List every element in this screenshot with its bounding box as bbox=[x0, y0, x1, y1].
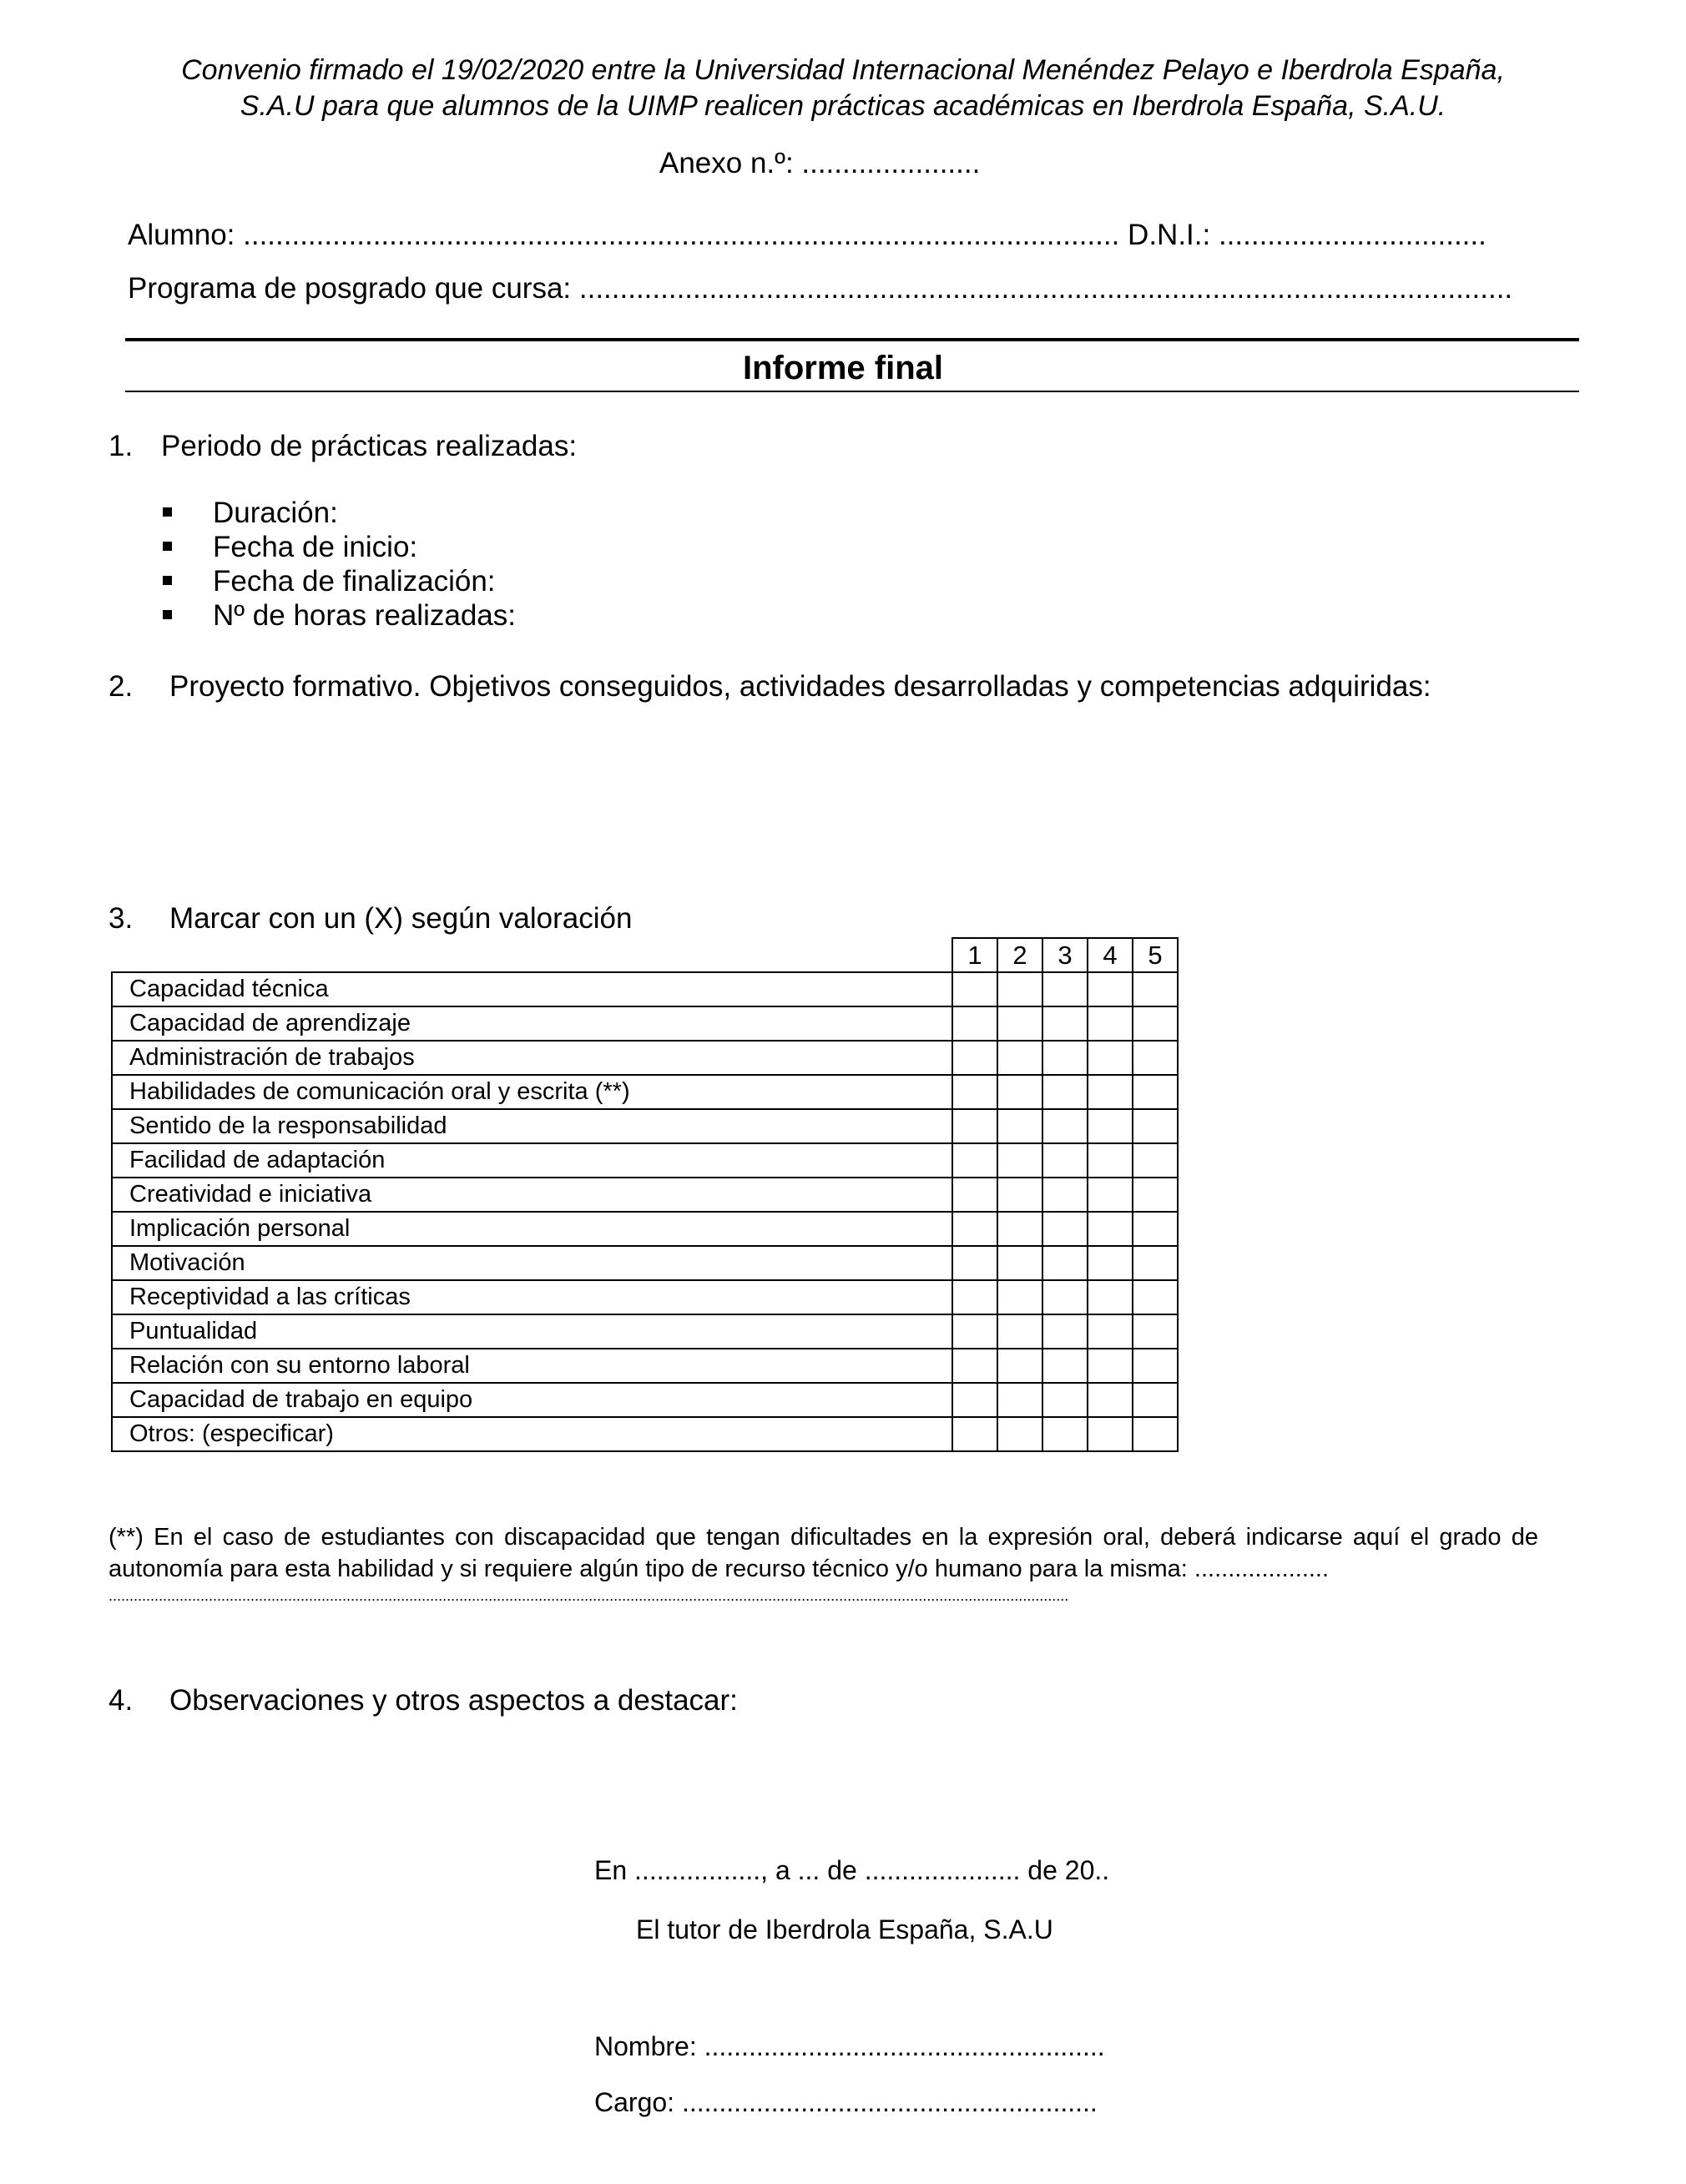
rating-checkbox[interactable] bbox=[997, 1109, 1042, 1143]
rating-checkbox[interactable] bbox=[1042, 1280, 1088, 1314]
duration-field[interactable]: Duración: bbox=[213, 497, 338, 529]
section4-number: 4. bbox=[109, 1684, 134, 1717]
end-date-field[interactable]: Fecha de finalización: bbox=[213, 565, 496, 598]
rating-checkbox[interactable] bbox=[1042, 1041, 1088, 1075]
rating-checkbox[interactable] bbox=[1133, 1212, 1178, 1246]
rating-table bbox=[111, 937, 1179, 1452]
tutor-name-field[interactable]: Nombre: ...................................................... bbox=[594, 2031, 1105, 2061]
criterion-label: Facilidad de adaptación bbox=[112, 1143, 952, 1178]
agreement-header-line1: Convenio firmado el 19/02/2020 entre la Universidad Internacional Menéndez Pelayo e Iberdrola España, bbox=[181, 54, 1505, 86]
table-row bbox=[112, 1041, 1178, 1075]
rating-checkbox[interactable] bbox=[1133, 1383, 1178, 1417]
rating-checkbox[interactable] bbox=[1042, 1109, 1088, 1143]
rating-checkbox[interactable] bbox=[1133, 1314, 1178, 1349]
rating-scale-row bbox=[112, 938, 1178, 972]
rating-checkbox[interactable] bbox=[1088, 972, 1133, 1006]
bullet-icon bbox=[163, 576, 172, 585]
rating-checkbox[interactable] bbox=[1088, 1178, 1133, 1212]
annex-number-field[interactable]: Anexo n.º: ...................... bbox=[659, 147, 981, 179]
criterion-label: Capacidad de trabajo en equipo bbox=[112, 1383, 952, 1417]
criterion-label: Creatividad e iniciativa bbox=[112, 1178, 952, 1212]
rating-checkbox[interactable] bbox=[952, 1143, 997, 1178]
rating-checkbox[interactable] bbox=[1042, 1212, 1088, 1246]
rating-checkbox[interactable] bbox=[952, 1383, 997, 1417]
start-date-field[interactable]: Fecha de inicio: bbox=[213, 531, 418, 563]
table-row bbox=[112, 1246, 1178, 1280]
rating-checkbox[interactable] bbox=[1088, 1383, 1133, 1417]
rating-checkbox[interactable] bbox=[1088, 1417, 1133, 1451]
rating-checkbox[interactable] bbox=[1133, 1349, 1178, 1383]
rating-checkbox[interactable] bbox=[1042, 972, 1088, 1006]
table-row bbox=[112, 1075, 1178, 1109]
rating-checkbox[interactable] bbox=[952, 1314, 997, 1349]
rating-checkbox[interactable] bbox=[952, 1246, 997, 1280]
section3-number: 3. bbox=[109, 902, 134, 935]
rating-checkbox[interactable] bbox=[997, 1349, 1042, 1383]
section3-heading: Marcar con un (X) según valoración bbox=[169, 902, 633, 935]
page-title: Informe final bbox=[742, 350, 944, 386]
section2-heading: Proyecto formativo. Objetivos conseguidos, actividades desarrolladas y competencias adquiridas: bbox=[169, 670, 1431, 703]
rating-checkbox[interactable] bbox=[952, 1109, 997, 1143]
rating-checkbox[interactable] bbox=[1042, 1075, 1088, 1109]
rating-checkbox[interactable] bbox=[997, 1178, 1042, 1212]
rating-checkbox[interactable] bbox=[1042, 1178, 1088, 1212]
rating-checkbox[interactable] bbox=[952, 1417, 997, 1451]
rating-checkbox[interactable] bbox=[952, 972, 997, 1006]
rating-checkbox[interactable] bbox=[1088, 1075, 1133, 1109]
section2-number: 2. bbox=[109, 670, 134, 703]
rating-checkbox[interactable] bbox=[997, 1143, 1042, 1178]
bullet-icon bbox=[163, 542, 172, 551]
scale-2: 2 bbox=[997, 938, 1042, 972]
table-row bbox=[112, 1314, 1178, 1349]
rating-checkbox[interactable] bbox=[997, 1006, 1042, 1041]
rating-checkbox[interactable] bbox=[997, 1075, 1042, 1109]
rating-checkbox[interactable] bbox=[1133, 1246, 1178, 1280]
table-row bbox=[112, 1280, 1178, 1314]
table-row bbox=[112, 1212, 1178, 1246]
rating-checkbox[interactable] bbox=[1133, 1075, 1178, 1109]
rating-checkbox[interactable] bbox=[1042, 1246, 1088, 1280]
rating-checkbox[interactable] bbox=[1088, 1109, 1133, 1143]
blank-cell bbox=[112, 938, 952, 972]
table-row bbox=[112, 1383, 1178, 1417]
rating-checkbox[interactable] bbox=[952, 1075, 997, 1109]
criterion-label: Habilidades de comunicación oral y escrita (**) bbox=[112, 1075, 952, 1109]
criterion-label: Relación con su entorno laboral bbox=[112, 1349, 952, 1383]
rating-checkbox[interactable] bbox=[997, 1212, 1042, 1246]
rating-checkbox[interactable] bbox=[997, 1041, 1042, 1075]
table-row bbox=[112, 1417, 1178, 1451]
bullet-icon bbox=[163, 610, 172, 619]
criterion-label: Puntualidad bbox=[112, 1314, 952, 1349]
title-top-rule bbox=[125, 338, 1579, 341]
rating-checkbox[interactable] bbox=[997, 1280, 1042, 1314]
criterion-label: Receptividad a las críticas bbox=[112, 1280, 952, 1314]
table-row bbox=[112, 1006, 1178, 1041]
criterion-label: Capacidad de aprendizaje bbox=[112, 1006, 952, 1041]
table-row bbox=[112, 1109, 1178, 1143]
rating-checkbox[interactable] bbox=[997, 972, 1042, 1006]
note-answer-dots[interactable]: ...................................................................................................................................................................................................................................... bbox=[109, 1587, 1069, 1604]
rating-checkbox[interactable] bbox=[1088, 1314, 1133, 1349]
rating-checkbox[interactable] bbox=[1042, 1006, 1088, 1041]
program-field[interactable]: Programa de posgrado que cursa: ................................................................................................................... bbox=[128, 272, 1513, 305]
criterion-label: Capacidad técnica bbox=[112, 972, 952, 1006]
rating-checkbox[interactable] bbox=[1088, 1006, 1133, 1041]
scale-4: 4 bbox=[1088, 938, 1133, 972]
rating-checkbox[interactable] bbox=[952, 1178, 997, 1212]
rating-checkbox[interactable] bbox=[997, 1246, 1042, 1280]
rating-checkbox[interactable] bbox=[1133, 1280, 1178, 1314]
place-date-field[interactable]: En ................., a ... de ..................... de 20.. bbox=[594, 1855, 1110, 1885]
tutor-label: El tutor de Iberdrola España, S.A.U bbox=[636, 1914, 1053, 1944]
section1-number: 1. bbox=[109, 430, 134, 462]
rating-checkbox[interactable] bbox=[1042, 1143, 1088, 1178]
rating-checkbox[interactable] bbox=[997, 1417, 1042, 1451]
rating-checkbox[interactable] bbox=[1133, 1178, 1178, 1212]
rating-checkbox[interactable] bbox=[1042, 1349, 1088, 1383]
criterion-label: Implicación personal bbox=[112, 1212, 952, 1246]
rating-checkbox[interactable] bbox=[952, 1349, 997, 1383]
scale-5: 5 bbox=[1133, 938, 1178, 972]
hours-field[interactable]: Nº de horas realizadas: bbox=[213, 599, 516, 632]
rating-checkbox[interactable] bbox=[1088, 1212, 1133, 1246]
section1-heading: Periodo de prácticas realizadas: bbox=[161, 430, 578, 462]
criterion-label: Sentido de la responsabilidad bbox=[112, 1109, 952, 1143]
scale-3: 3 bbox=[1042, 938, 1088, 972]
scale-1: 1 bbox=[952, 938, 997, 972]
rating-checkbox[interactable] bbox=[997, 1314, 1042, 1349]
rating-checkbox[interactable] bbox=[1042, 1417, 1088, 1451]
rating-checkbox[interactable] bbox=[1088, 1246, 1133, 1280]
rating-checkbox[interactable] bbox=[1088, 1143, 1133, 1178]
rating-checkbox[interactable] bbox=[952, 1212, 997, 1246]
tutor-position-field[interactable]: Cargo: ........................................................ bbox=[594, 2087, 1098, 2117]
agreement-header-line2: S.A.U para que alumnos de la UIMP realicen prácticas académicas en Iberdrola España, S.A.U. bbox=[240, 90, 1446, 122]
criterion-label: Otros: (especificar) bbox=[112, 1417, 952, 1451]
rating-checkbox[interactable] bbox=[1133, 1006, 1178, 1041]
student-name-dni-field[interactable]: Alumno: ............................................................................................................ D.N.I.: ................................. bbox=[128, 219, 1487, 251]
rating-checkbox[interactable] bbox=[1088, 1280, 1133, 1314]
rating-checkbox[interactable] bbox=[1133, 1041, 1178, 1075]
rating-checkbox[interactable] bbox=[1042, 1314, 1088, 1349]
rating-checkbox[interactable] bbox=[1088, 1349, 1133, 1383]
bullet-icon bbox=[163, 507, 172, 517]
criterion-label: Administración de trabajos bbox=[112, 1041, 952, 1075]
rating-checkbox[interactable] bbox=[952, 1041, 997, 1075]
table-row bbox=[112, 1349, 1178, 1383]
title-bottom-rule bbox=[125, 391, 1579, 392]
rating-checkbox[interactable] bbox=[1042, 1383, 1088, 1417]
table-row bbox=[112, 1143, 1178, 1178]
rating-checkbox[interactable] bbox=[952, 1280, 997, 1314]
rating-checkbox[interactable] bbox=[1133, 972, 1178, 1006]
rating-checkbox[interactable] bbox=[997, 1383, 1042, 1417]
criterion-label: Motivación bbox=[112, 1246, 952, 1280]
table-row bbox=[112, 972, 1178, 1006]
rating-checkbox[interactable] bbox=[1133, 1143, 1178, 1178]
rating-checkbox[interactable] bbox=[1133, 1109, 1178, 1143]
rating-checkbox[interactable] bbox=[1088, 1041, 1133, 1075]
rating-checkbox[interactable] bbox=[1133, 1417, 1178, 1451]
accessibility-note: (**) En el caso de estudiantes con discapacidad que tengan dificultades en la expresión oral, deberá indicarse aquí el grado de autonomía para esta habilidad y si requiere algún tipo de recurso técnico y/o humano para la misma: .................... bbox=[109, 1524, 1538, 1582]
section4-heading: Observaciones y otros aspectos a destacar: bbox=[169, 1684, 738, 1717]
table-row bbox=[112, 1178, 1178, 1212]
rating-checkbox[interactable] bbox=[952, 1006, 997, 1041]
